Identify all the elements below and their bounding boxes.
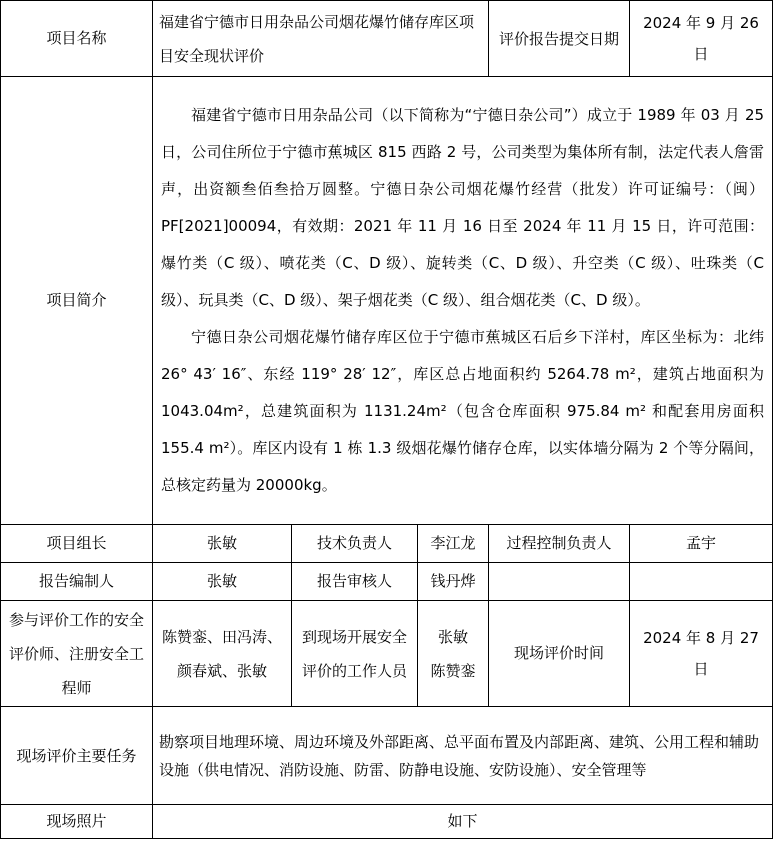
process-control-value: 孟宇	[630, 525, 773, 563]
team-row	[1, 525, 773, 563]
submit-date-value: 2024 年 9 月 26 日	[630, 1, 773, 77]
onsite-time-value: 2024 年 8 月 27 日	[630, 601, 773, 707]
onsite-staff-2: 陈赞銮	[430, 661, 476, 680]
process-control-label: 过程控制负责人	[489, 525, 630, 563]
author-row	[1, 563, 773, 601]
onsite-time-label: 现场评价时间	[489, 601, 630, 707]
leader-value: 张敏	[153, 525, 292, 563]
tech-lead-label: 技术负责人	[292, 525, 418, 563]
leader-label: 项目组长	[1, 525, 153, 563]
project-intro-content	[153, 77, 773, 525]
author-value: 张敏	[153, 563, 292, 601]
reviewer-value: 钱丹烨	[418, 563, 489, 601]
site-photos-value: 如下	[153, 805, 773, 839]
empty-cell	[489, 563, 630, 601]
intro-paragraph-2: 宁德日杂公司烟花爆竹储存库区位于宁德市蕉城区石后乡下洋村，库区坐标为：北纬 26° 43′ 16″、东经 119° 28′ 12″，库区总占地面积约 5264.78 m²，建筑占地面积为 1043.04m²，总建筑面积为 1131.24m²（包含仓库面积 975.84 m² 和配套用房面积 155.4 m²）。库区内设有 1 栋 1.3 级烟花爆竹储存仓库，以实体墙分隔为 2 个等分隔间，总核定药量为 20000kg。	[161, 328, 765, 494]
project-name-label: 项目名称	[1, 1, 153, 77]
onsite-staff-value	[418, 601, 489, 707]
participants-label: 参与评价工作的安全评价师、注册安全工程师	[1, 601, 153, 707]
onsite-staff-1: 张敏	[438, 627, 469, 646]
participants-row	[1, 601, 773, 707]
main-tasks-row	[1, 707, 773, 805]
site-photos-row	[1, 805, 773, 839]
project-name-value: 福建省宁德市日用杂品公司烟花爆竹储存库区项目安全现状评价	[153, 1, 489, 77]
intro-paragraph-1: 福建省宁德市日用杂品公司（以下简称为“宁德日杂公司”）成立于 1989 年 03 月 25 日，公司住所位于宁德市蕉城区 815 西路 2 号，公司类型为集体所有制，法定代表人詹雷声，出资额叁佰叁拾万圆整。宁德日杂公司烟花爆竹经营（批发）许可证编号：（闽）PF[2021]00094，有效期：2021 年 11 月 16 日至 2024 年 11 月 15 日，许可范围：爆竹类（C 级）、喷花类（C、D 级）、旋转类（C、D 级）、升空类（C 级）、吐珠类（C 级）、玩具类（C、D 级）、架子烟花类（C 级）、组合烟花类（C、D 级）。	[161, 106, 765, 309]
main-tasks-label: 现场评价主要任务	[1, 707, 153, 805]
site-photos-label: 现场照片	[1, 805, 153, 839]
project-intro-label: 项目简介	[1, 77, 153, 525]
empty-cell	[630, 563, 773, 601]
submit-date-label: 评价报告提交日期	[489, 1, 630, 77]
project-intro-row	[1, 77, 773, 525]
main-tasks-value: 勘察项目地理环境、周边环境及外部距离、总平面布置及内部距离、建筑、公用工程和辅助设施（供电情况、消防设施、防雷、防静电设施、安防设施）、安全管理等	[153, 707, 773, 805]
onsite-staff-label: 到现场开展安全评价的工作人员	[292, 601, 418, 707]
reviewer-label: 报告审核人	[292, 563, 418, 601]
tech-lead-value: 李江龙	[418, 525, 489, 563]
project-name-row	[1, 1, 773, 77]
participants-value: 陈赞銮、田冯涛、颜春斌、张敏	[153, 601, 292, 707]
author-label: 报告编制人	[1, 563, 153, 601]
